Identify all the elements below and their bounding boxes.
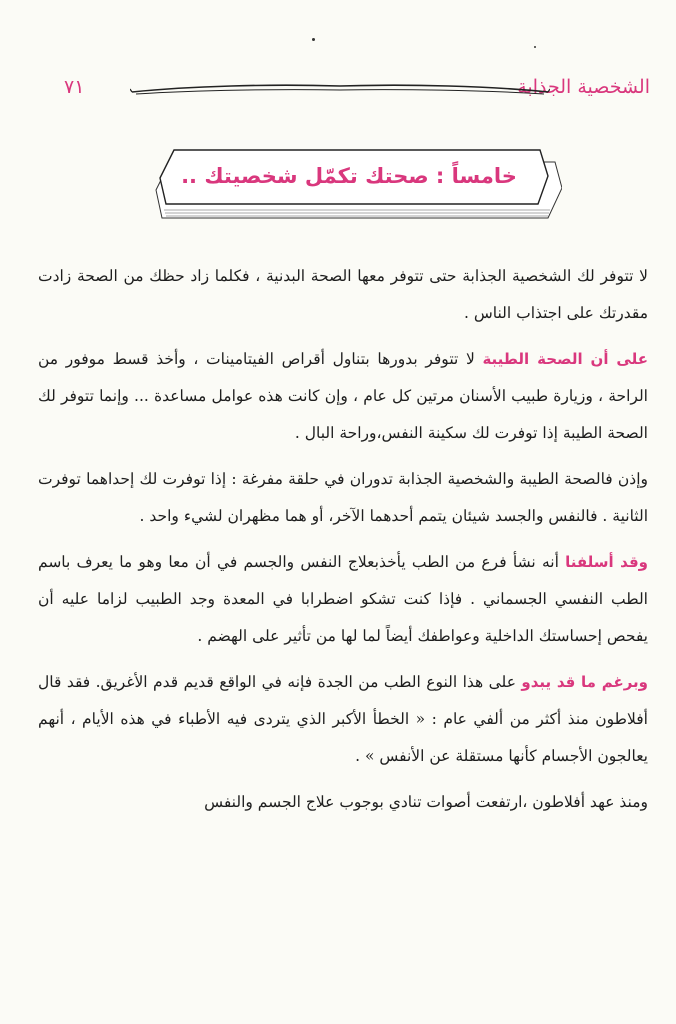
paragraph-lead: وبرغم ما قد يبدو <box>521 673 648 691</box>
running-title: الشخصية الجذابة <box>517 76 650 98</box>
paragraph-text: لا تتوفر بدورها بتناول أقراص الفيتامينات ، وأخذ قسط موفور من الراحة ، وزيارة طبيب الأسنان مرتين كل عام ، وإن كانت هذه عوامل مساعدة ... وإنما تتوفر لك الصحة الطيبة إذا توفرت لك سكينة النفس،وراحة البال . <box>38 350 648 442</box>
paragraph <box>38 544 648 655</box>
paragraph <box>38 784 648 821</box>
paragraph-text: أنه نشأ فرع من الطب يأخذبعلاج النفس والجسم في أن معا وهو ما يعرف باسم الطب النفسي الجسماني . فإذا كنت تشكو اضطرابا في المعدة وجد الطبيب لزاما عليه أن يفحص إحساستك الداخلية وعواطفك أيضاً لما لها من تأثير على الهضم . <box>38 553 648 645</box>
paragraph-lead: وقد أسلفنا <box>565 553 648 571</box>
ink-speck <box>534 46 536 48</box>
paragraph <box>38 258 648 332</box>
page-number: ٧١ <box>64 76 85 98</box>
paragraph <box>38 461 648 535</box>
section-banner <box>150 146 562 226</box>
header-ornament-rule <box>130 80 550 100</box>
paragraph <box>38 664 648 775</box>
section-title: خامساً : صحتك تكمّل شخصيتك .. <box>181 164 517 188</box>
ink-speck <box>312 38 315 41</box>
paragraph-text: ومنذ عهد أفلاطون ،ارتفعت أصوات تنادي بوجوب علاج الجسم والنفس <box>204 793 648 811</box>
paragraph-lead: على أن الصحة الطيبة <box>482 350 648 368</box>
paragraph-text: لا تتوفر لك الشخصية الجذابة حتى تتوفر معها الصحة البدنية ، فكلما زاد حظك من الصحة زادت مقدرتك على اجتذاب الناس . <box>38 267 648 322</box>
paragraph <box>38 341 648 452</box>
page-header <box>40 70 650 110</box>
paragraph-text: على هذا النوع الطب من الجدة فإنه في الواقع قديم قدم الأغريق. فقد قال أفلاطون منذ أكثر من ألفي عام : « الخطأ الأكبر الذي يتردى فيه الأطباء في هذه الأيام ، أنهم يعالجون الأجسام كأنها مستقلة عن الأنفس » . <box>38 673 648 765</box>
body-text <box>38 258 648 830</box>
paragraph-text: وإذن فالصحة الطيبة والشخصية الجذابة تدوران في حلقة مفرغة : إذا توفرت لك إحداهما توفرت الثانية . فالنفس والجسد شيئان يتمم أحدهما الآخر، أو هما مظهران لشيء واحد . <box>38 470 648 525</box>
